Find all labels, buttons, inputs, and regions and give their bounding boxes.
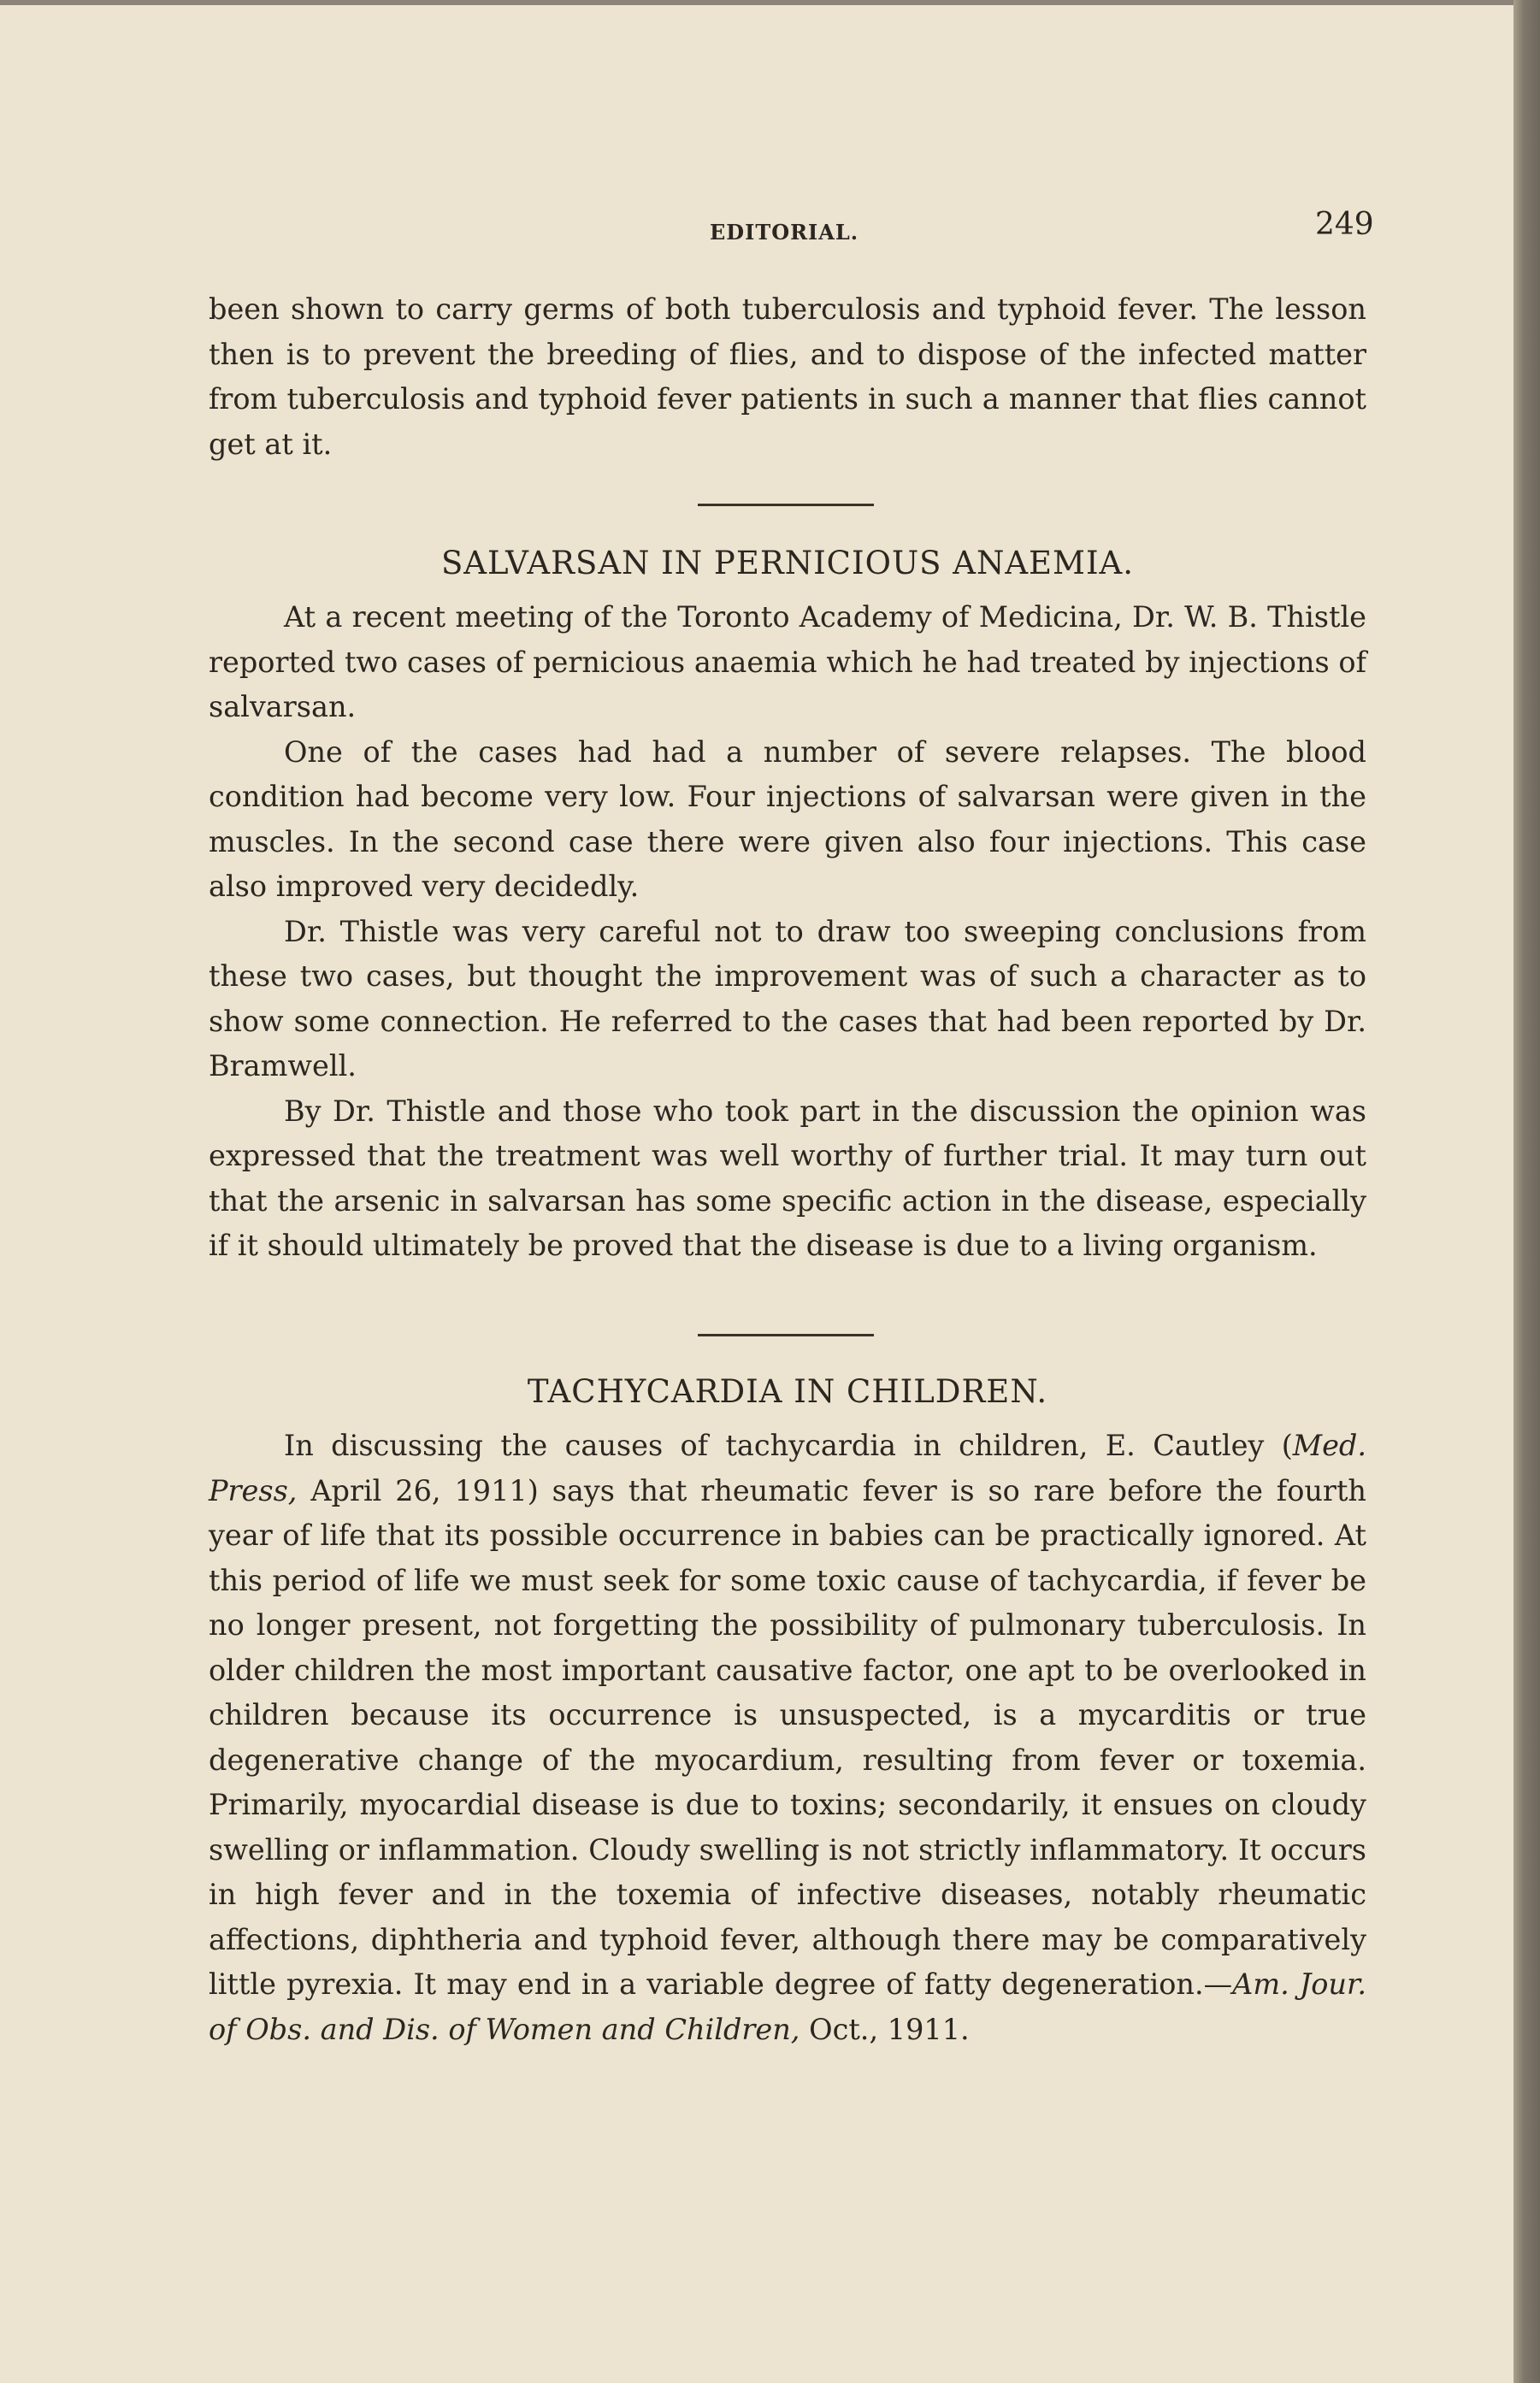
tachycardia-text-start: In discussing the causes of tachycardia in children, E. Cautley (: [284, 1429, 1293, 1462]
page-right-edge: [1513, 0, 1540, 2383]
salvarsan-paragraph-2: One of the cases had had a number of severe relapses. The blood condition had become very low. Four injections of salvarsan were given in the muscles. In the second case there were given also four injections. This case also improved very decidedly.: [209, 734, 1366, 903]
section-divider: [698, 504, 874, 506]
page-top-edge: [0, 0, 1540, 5]
salvarsan-article: [209, 595, 1366, 1269]
salvarsan-paragraph-1: At a recent meeting of the Toronto Academy of Medicina, Dr. W. B. Thistle reported two cases of pernicious anaemia which he had treated by injections of salvarsan.: [209, 600, 1366, 723]
tachycardia-article: [209, 1424, 1366, 2052]
salvarsan-paragraph-3: Dr. Thistle was very careful not to draw too sweeping conclusions from these two cases, but thought the improvement was of such a character as to show some connection. He referred to the cases that had been reported by Dr. Bramwell.: [209, 914, 1366, 1082]
citation-med-press: Med. Press,: [209, 1429, 1366, 1507]
page-number: 249: [1315, 207, 1374, 242]
salvarsan-paragraph-4: By Dr. Thistle and those who took part in the discussion the opinion was expressed that the treatment was well worthy of further trial. It may turn out that the arsenic in salvarsan has some specific action in the disease, especially if it should ultimately be proved that the disease is due to a living organism.: [209, 1094, 1366, 1262]
running-header: EDITORIAL.: [710, 220, 859, 245]
citation-journal: Am. Jour. of Obs. and Dis. of Women and Children,: [209, 1967, 1366, 2046]
intro-paragraph: been shown to carry germs of both tuberculosis and typhoid fever. The lesson then is to prevent the breeding of flies, and to dispose of the infected matter from tuberculosis and typhoid fever patients in such a manner that flies cannot get at it.: [209, 292, 1366, 461]
intro-paragraph-block: [209, 287, 1366, 467]
tachycardia-text-body: April 26, 1911) says that rheumatic fever is so rare before the fourth year of life that its possible occurrence in babies can be practically ignored. At this period of life we must seek for some toxic cause of tachycardia, if fever be no longer present, not forgetting the possibility of pulmonary tuberculosis. In older children the most important causative factor, one apt to be overlooked in children because its occurrence is unsuspected, is a mycarditis or true degenerative change of the myocardium, resulting from fever or toxemia. Primarily, myocardial disease is due to toxins; secondarily, it ensues on cloudy swelling or inflammation. Cloudy swelling is not strictly inflammatory. It occurs in high fever and in the toxemia of infective diseases, notably rheumatic affections, diphtheria and typhoid fever, although there may be comparatively little pyrexia. It may end in a variable degree of fatty degeneration.—: [209, 1473, 1366, 2001]
section-heading-salvarsan: SALVARSAN IN PERNICIOUS ANAEMIA.: [440, 545, 1135, 581]
section-divider: [698, 1334, 874, 1336]
tachycardia-paragraph: [209, 1424, 1366, 2052]
section-heading-tachycardia: TACHYCARDIA IN CHILDREN.: [527, 1373, 1048, 1410]
tachycardia-text-end: Oct., 1911.: [800, 2012, 970, 2046]
